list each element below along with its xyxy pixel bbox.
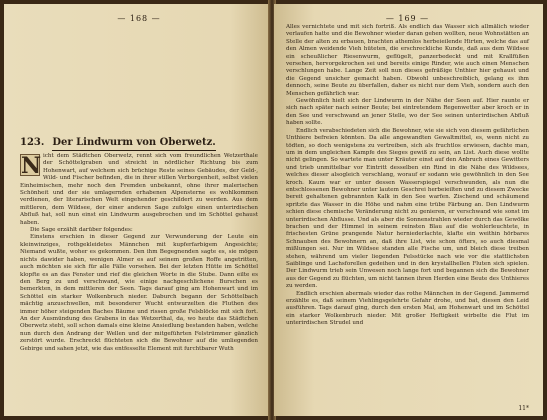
drop-cap-initial: N — [21, 153, 42, 179]
left-page — [4, 4, 270, 416]
chapter-number: 123. — [20, 137, 45, 148]
paragraph-1: Alles vernichtete und mit sich fortriß. Als endlich das Wasser sich allmälich wieder verlaufen hatte und die Bewohner wieder daran gehen wollten, neue Wohnstätten an Stelle der alten zu erbauen, brachten athemlos herbeieilende Hirten, welche das auf den Almen weidende Vieh hüteten, die erschreckliche Kunde, daß aus dem Wildsee ein scheußlicher Riesenwurm, geflügelt, panzerbedeckt und mit Krallfüßen versehen, hervorgekrochen sei und bereits einige Rinder, wie auch einen Menschen verschlungen habe. Lange Zeit soll nun dieses gefräßige Unthier hier gehaust und die Gegend unsicher gemacht haben. Obwohl unbeschreiblich, gelang es ihm dennoch, seine Beute zu überfallen, daher es nicht nur dem Vieh, sondern auch den Menschen gefährlich war. — [286, 24, 529, 97]
paragraph-3: Einstens erschien in dieser Gegend zur Verwunderung der Leute ein kleinwinziges, rothgekleidetes Männchen mit kupferfarbigem Angesichte; Niemand wußte, woher es gekommen. Den ihm Begegnenden sagte es, sie mögen nichts dawider haben, wenigen Almer es auf seinem großen Roffe angetritten, auch möchten sie sich für alle Fälle vorsehen. Bei der letzten Hütte im Schöttel klopfte es an das Fenster und rief die gleichen Worte in die Stube. Dann eilte es den Berg zu und verschwand, wie einige nachgeschlichene Burschen es bemerkten, in dem mittleren der Seen. Tags darauf ging am Hohenwart und im Schöttel ein starker Wolkenbruch nieder. Daburch begann der Schöttelbach mächtig anzuschwellen, mit besonderer Wucht entwurzelten die Fluthen des immer höher steigenden Baches Bäume und rissen große Felsblöcke mit sich fort. An der Ausmündung des Grabens in das Wetzerthal, da, wo heute das Städtchen Oberwetz steht, soll schon damals eine kleine Ansiedlung bestanden haben, welche nun durch den Andrang der Wellen und der mitgeführten Felstrümmer gänzlich zerstört wurde. Erschreckt flüchteten sich die Bewohner auf die umliegenden Gebirge und sahen jetzt, wie das entfesselte Element mit furchtbarer Wuth — [20, 234, 258, 352]
chapter-body — [20, 153, 258, 353]
right-page — [274, 4, 543, 416]
signature-mark: 11* — [518, 405, 529, 412]
chapter-title: Der Lindwurm von Oberwetz. — [52, 136, 215, 151]
left-page-number: — 168 — — [117, 14, 161, 23]
chapter-heading — [20, 136, 258, 150]
paragraph-1: icht dem Städtchen Oberwetz, rennt sich vom freundlichen Wetzerthale der Schöttelgraben und streicht in nördlicher Richtung bis zum Hohenwart, auf welchem sich brüchige Reste seines Gebäudes, der Geld-, Wild- und Fischer befinden, die in ihrer stillen Verborgenheit, selbst vielen Einheimischen, mehr noch den Fremden unbekannt, ohne ihrer malerischen Schönheit und der sie umlagernden erhabenen Alpensterne es wohlkommen verdienen, der literarischen Welt eingehender geschildert zu werden. Aus dem mittleren, dem Wildsee, der einer anderen Sage zufolge einen unterirdischen Abfluß hat, soll nun einst ein Lindwurm ausgebrochen und im Schöttel gehaust haben. — [20, 153, 258, 226]
paragraph-2: Die Sage erzählt darüber folgendes: — [30, 227, 133, 234]
paragraph-3: Endlich verabschiedeten sich die Bewohner, wie sie sich von diesem gefährlichen Unthiere befreien könnten. Da alle angewandten Gewaltmittel, es, wenn nicht zu tödten, so doch wenigstens zu vertreiben, sich als fruchtlos erwiesen, dachte man, um in dem ungleichen Kampfe des Sieges gewiß zu sein, an List. Auch diese wollte nicht gelingen. So wartete man unter Kräuter einst auf den Anbruch eines Gewitters und trieb unmittelbar vor Eintritt desselben ein Rind in die Nähe des Wildsees, welches dieser alsogleich verschlang, worauf er sodann wie gewöhnlich in den See kroch. Kaum war er unter dessen Wasserspiegel verschwunden, als nun die entschlossenen Bewohner unter lautem Geschrei herbeieilten und zu diesem Zwecke bereit gehaltenen gebrannten Kalk in den See warfen. Zischend und schäumend spritzte das Wasser in die Höhe und nahm eine trübe Färbung an. Den Lindwurm schien diese chemische Veränderung nicht zu genieren, er verschwand wie sonst im unterirdischen Abflusse. Und als aber die Sonnenstrahlen wieder durch das Gewölke brachen und der Himmel in seinem reinsten Blau auf die wohlerleuchtete, in frischesten Grüne prangende Natur herniederlachte, klafte ein weithin hörbares Schnauben des Bewohnern an, daß ihre List, wie schon öfters, so auch diesmal mißlungen sei. Nur im Wildsee standen alle Fische um, und bleich diese treiben stehen, während um vieler liegenden Felsstücke nach wie vor die stattlichsten Saiblinge und Lachsforellen gedeihen und in den krystallhellen Fluten sich spielen. Der Lindwurm trieb sein Unwesen noch lange fort und begannen sich die Bewohner aus der Gegend zu flüchten, um nicht tannen ihren Herden eine Beute des Unthieres zu werden. — [286, 127, 529, 290]
paragraph-2: Gewöhnlich hielt sich der Lindwurm in der Nähe der Seen auf. Hier raunte er sich nach später nach seiner Beute; bei eintretendem Regenwetter aber kroch er in den See und verschwand an jener Stelle, wo der See seinen unterirdischen Abfluß haben sollte. — [286, 98, 529, 127]
right-page-number: — 169 — — [385, 14, 430, 23]
chapter-top-space — [20, 24, 258, 136]
paragraph-4: Endlich erschien abermals wieder das rothe Männchen in der Gegend. Jammernd erzählte es, daß seinem Viehlingsgelehrte Gefahr drohe, und bat, diesen den Leid ausführen. Tags darauf ging, durch den ersten Mal, am Hohenwart und im Schöttel ein starker Wolkenbruch nieder. Mit großer Heftigkeit wirbelte die Flut im unterirdischen Strudel und — [286, 290, 529, 327]
